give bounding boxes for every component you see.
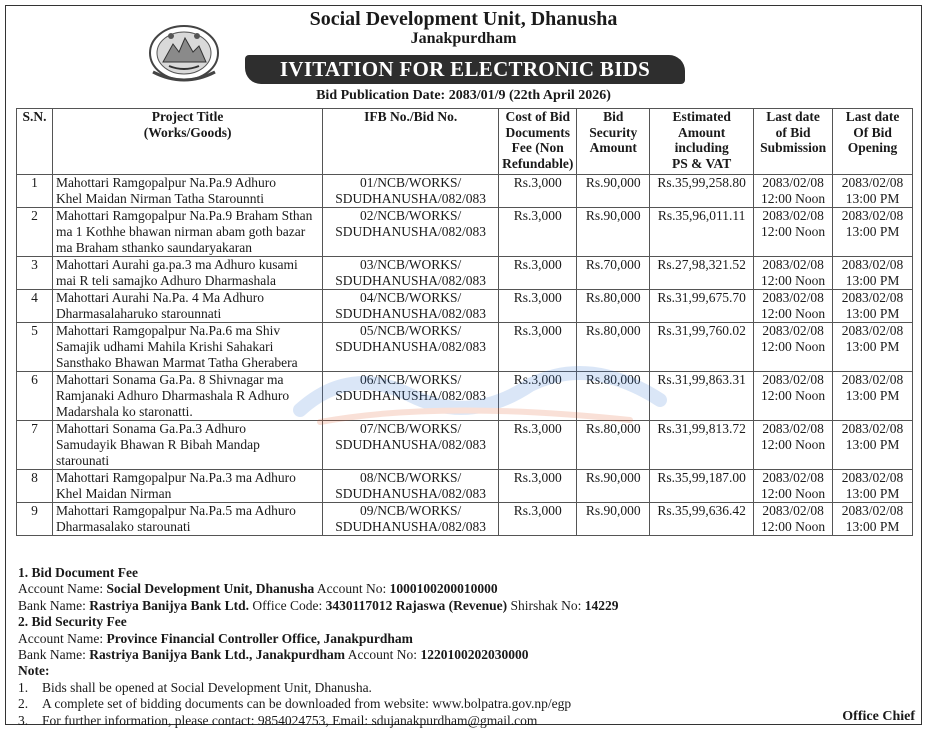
cell-doc-fee: Rs.3,000: [499, 208, 577, 257]
cell-sn: 7: [17, 421, 53, 470]
cell-estimated-amount: Rs.31,99,675.70: [650, 290, 754, 323]
cell-project-title: Mahottari Sonama Ga.Pa.3 Adhuro Samudayik Bhawan R Bibah Mandap starounati: [52, 421, 322, 470]
cell-ifb-no: 08/NCB/WORKS/ SDUDHANUSHA/082/083: [323, 470, 499, 503]
header-project-title: Project Title (Works/Goods): [52, 109, 322, 175]
cell-estimated-amount: Rs.35,99,187.00: [650, 470, 754, 503]
cell-opening-date: 2083/02/08 13:00 PM: [833, 208, 913, 257]
cell-doc-fee: Rs.3,000: [499, 372, 577, 421]
organization-city: Janakpurdham: [410, 30, 517, 47]
cell-bid-security: Rs.90,000: [577, 470, 650, 503]
cell-opening-date: 2083/02/08 13:00 PM: [833, 503, 913, 536]
cell-doc-fee: Rs.3,000: [499, 175, 577, 208]
cell-sn: 3: [17, 257, 53, 290]
cell-submission-date: 2083/02/08 12:00 Noon: [754, 470, 833, 503]
header-submission-date: Last date of Bid Submission: [754, 109, 833, 175]
organization-name: Social Development Unit, Dhanusha: [309, 8, 618, 30]
bid-security-fee-account: Account Name: Province Financial Controller Office, Janakpurdham: [18, 630, 413, 646]
cell-sn: 5: [17, 323, 53, 372]
cell-bid-security: Rs.90,000: [577, 208, 650, 257]
cell-estimated-amount: Rs.31,99,863.31: [650, 372, 754, 421]
cell-submission-date: 2083/02/08 12:00 Noon: [754, 175, 833, 208]
cell-bid-security: Rs.80,000: [577, 323, 650, 372]
cell-project-title: Mahottari Ramgopalpur Na.Pa.9 Adhuro Khel Maidan Nirman Tatha Starounnti: [52, 175, 322, 208]
cell-submission-date: 2083/02/08 12:00 Noon: [754, 323, 833, 372]
cell-estimated-amount: Rs.27,98,321.52: [650, 257, 754, 290]
bid-security-fee-heading: 2. Bid Security Fee: [18, 614, 127, 630]
cell-sn: 4: [17, 290, 53, 323]
cell-bid-security: Rs.90,000: [577, 175, 650, 208]
header-doc-fee: Cost of Bid Documents Fee (Non Refundable): [499, 109, 577, 175]
note-item: 2. A complete set of bidding documents can be downloaded from website: www.bolpatra.gov.np/egp: [18, 696, 572, 712]
cell-estimated-amount: Rs.35,96,011.11: [650, 208, 754, 257]
bids-table: [16, 108, 913, 536]
bid-document-fee-account: Account Name: Social Development Unit, Dhanusha Account No: 1000100200010000: [18, 581, 498, 597]
cell-project-title: Mahottari Aurahi ga.pa.3 ma Adhuro kusami mai R teli samajko Adhuro Dharmashala: [52, 257, 322, 290]
cell-project-title: Mahottari Ramgopalpur Na.Pa.3 ma Adhuro Khel Maidan Nirman: [52, 470, 322, 503]
cell-doc-fee: Rs.3,000: [499, 323, 577, 372]
cell-bid-security: Rs.70,000: [577, 257, 650, 290]
cell-estimated-amount: Rs.31,99,813.72: [650, 421, 754, 470]
table-row: [17, 503, 913, 536]
table-header-row: [17, 109, 913, 175]
cell-ifb-no: 05/NCB/WORKS/ SDUDHANUSHA/082/083: [323, 323, 499, 372]
cell-estimated-amount: Rs.31,99,760.02: [650, 323, 754, 372]
cell-opening-date: 2083/02/08 13:00 PM: [833, 290, 913, 323]
cell-estimated-amount: Rs.35,99,258.80: [650, 175, 754, 208]
cell-project-title: Mahottari Ramgopalpur Na.Pa.6 ma Shiv Samajik udhami Mahila Krishi Sahakari Sansthako Bhawan Marmat Tatha Gherabera: [52, 323, 322, 372]
cell-ifb-no: 01/NCB/WORKS/ SDUDHANUSHA/082/083: [323, 175, 499, 208]
table-row: [17, 208, 913, 257]
bid-security-fee-bank: Bank Name: Rastriya Banijya Bank Ltd., Janakpurdham Account No: 1220100202030000: [18, 647, 529, 663]
cell-project-title: Mahottari Ramgopalpur Na.Pa.5 ma Adhuro Dharmasalako starounati: [52, 503, 322, 536]
cell-opening-date: 2083/02/08 13:00 PM: [833, 372, 913, 421]
cell-project-title: Mahottari Ramgopalpur Na.Pa.9 Braham Sthan ma 1 Kothhe bhawan nirman abam goth bazar ma Braham sthanko saundaryakaran: [52, 208, 322, 257]
table-row: [17, 323, 913, 372]
cell-project-title: Mahottari Aurahi Na.Pa. 4 Ma Adhuro Dharmasalaharuko starounnati: [52, 290, 322, 323]
table-row: [17, 421, 913, 470]
cell-submission-date: 2083/02/08 12:00 Noon: [754, 421, 833, 470]
table-row: [17, 470, 913, 503]
cell-opening-date: 2083/02/08 13:00 PM: [833, 470, 913, 503]
header-ifb-no: IFB No./Bid No.: [323, 109, 499, 175]
cell-doc-fee: Rs.3,000: [499, 470, 577, 503]
cell-submission-date: 2083/02/08 12:00 Noon: [754, 372, 833, 421]
notice-title-banner: IVITATION FOR ELECTRONIC BIDS: [245, 55, 685, 84]
note-item: 1. Bids shall be opened at Social Development Unit, Dhanusha.: [18, 679, 372, 695]
cell-estimated-amount: Rs.35,99,636.42: [650, 503, 754, 536]
cell-opening-date: 2083/02/08 13:00 PM: [833, 421, 913, 470]
cell-submission-date: 2083/02/08 12:00 Noon: [754, 208, 833, 257]
cell-ifb-no: 04/NCB/WORKS/ SDUDHANUSHA/082/083: [323, 290, 499, 323]
cell-opening-date: 2083/02/08 13:00 PM: [833, 257, 913, 290]
cell-doc-fee: Rs.3,000: [499, 503, 577, 536]
table-row: [17, 257, 913, 290]
signature-office-chief: Office Chief: [842, 709, 915, 724]
table-row: [17, 290, 913, 323]
cell-bid-security: Rs.80,000: [577, 290, 650, 323]
note-list: [18, 680, 908, 729]
cell-sn: 1: [17, 175, 53, 208]
cell-doc-fee: Rs.3,000: [499, 257, 577, 290]
table-row: [17, 175, 913, 208]
cell-ifb-no: 09/NCB/WORKS/ SDUDHANUSHA/082/083: [323, 503, 499, 536]
note-heading: Note:: [18, 663, 50, 679]
cell-doc-fee: Rs.3,000: [499, 290, 577, 323]
cell-sn: 9: [17, 503, 53, 536]
header-bid-security: Bid Security Amount: [577, 109, 650, 175]
header-opening-date: Last date Of Bid Opening: [833, 109, 913, 175]
cell-submission-date: 2083/02/08 12:00 Noon: [754, 503, 833, 536]
bid-document-fee-heading: 1. Bid Document Fee: [18, 565, 138, 580]
cell-project-title: Mahottari Sonama Ga.Pa. 8 Shivnagar ma Ramjanaki Adhuro Dharmashala R Adhuro Madarshala ko staronatti.: [52, 372, 322, 421]
cell-doc-fee: Rs.3,000: [499, 421, 577, 470]
cell-sn: 6: [17, 372, 53, 421]
cell-submission-date: 2083/02/08 12:00 Noon: [754, 290, 833, 323]
cell-bid-security: Rs.80,000: [577, 372, 650, 421]
publication-date: Bid Publication Date: 2083/01/9 (22th April 2026): [316, 88, 611, 103]
cell-ifb-no: 03/NCB/WORKS/ SDUDHANUSHA/082/083: [323, 257, 499, 290]
cell-opening-date: 2083/02/08 13:00 PM: [833, 175, 913, 208]
header-sn: S.N.: [17, 109, 53, 175]
cell-bid-security: Rs.90,000: [577, 503, 650, 536]
notes-section: [18, 565, 908, 729]
cell-bid-security: Rs.80,000: [577, 421, 650, 470]
cell-ifb-no: 06/NCB/WORKS/ SDUDHANUSHA/082/083: [323, 372, 499, 421]
cell-sn: 2: [17, 208, 53, 257]
table-row: [17, 372, 913, 421]
note-item: 3. For further information, please contact: 9854024753, Email: sdujanakpurdham@gmail.com: [18, 712, 538, 728]
cell-ifb-no: 02/NCB/WORKS/ SDUDHANUSHA/082/083: [323, 208, 499, 257]
header-estimated-amount: Estimated Amount including PS & VAT: [650, 109, 754, 175]
cell-submission-date: 2083/02/08 12:00 Noon: [754, 257, 833, 290]
cell-ifb-no: 07/NCB/WORKS/ SDUDHANUSHA/082/083: [323, 421, 499, 470]
cell-opening-date: 2083/02/08 13:00 PM: [833, 323, 913, 372]
bid-document-fee-bank: Bank Name: Rastriya Banijya Bank Ltd. Office Code: 3430117012 Rajaswa (Revenue) Shirshak No: 14229: [18, 597, 619, 613]
cell-sn: 8: [17, 470, 53, 503]
